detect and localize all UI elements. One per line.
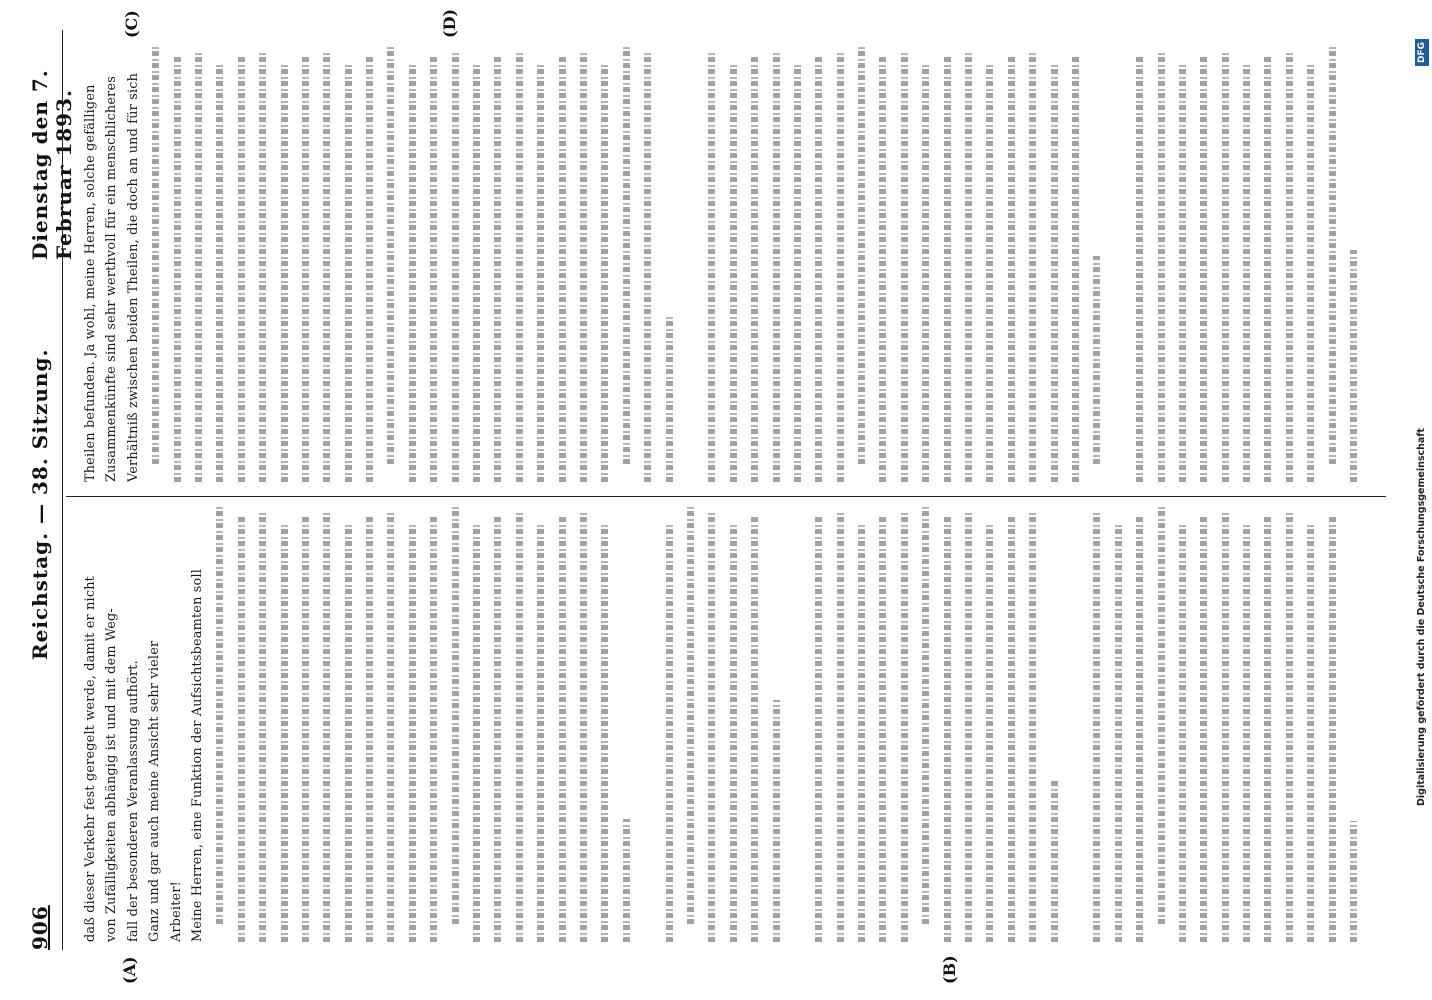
illegible-line [593, 46, 614, 482]
text-line: Arbeiter! [168, 881, 184, 942]
illegible-line [551, 46, 572, 482]
text-line: fall der besonderen Veranlassung aufhört. [125, 660, 141, 942]
paragraph-gap [786, 506, 807, 942]
page-number: 906 [28, 905, 52, 950]
illegible-line [743, 46, 764, 482]
illegible-line [1321, 506, 1342, 942]
illegible-line [1192, 506, 1213, 942]
illegible-line [1278, 46, 1299, 482]
text-line: Theilen befunden. Ja wohl, meine Herren, solche gefälligen [83, 84, 98, 482]
illegible-line [1085, 46, 1106, 482]
illegible-line [1043, 46, 1064, 482]
illegible-line [743, 506, 764, 942]
illegible-line [871, 506, 892, 942]
illegible-line [251, 506, 272, 942]
illegible-line [850, 506, 871, 942]
illegible-line [572, 46, 593, 482]
illegible-line [208, 46, 229, 482]
illegible-line [187, 46, 208, 482]
illegible-line [679, 506, 700, 942]
illegible-line [978, 46, 999, 482]
illegible-line [273, 46, 294, 482]
illegible-line [914, 46, 935, 482]
illegible-text-block [144, 46, 1363, 482]
illegible-line [850, 46, 871, 482]
illegible-line [1214, 506, 1235, 942]
illegible-line [1043, 506, 1064, 942]
right-text-column [80, 46, 1363, 482]
illegible-line [551, 506, 572, 942]
illegible-line [636, 46, 657, 482]
illegible-line [914, 506, 935, 942]
illegible-line [722, 46, 743, 482]
illegible-line [166, 46, 187, 482]
illegible-line [1299, 506, 1320, 942]
illegible-line [251, 46, 272, 482]
illegible-line [1128, 46, 1149, 482]
page-header [22, 20, 76, 960]
illegible-line [786, 46, 807, 482]
text-line: Meine Herren, eine Funktion der Aufsichtsbeamten soll [189, 568, 205, 942]
illegible-line [294, 506, 315, 942]
illegible-line [722, 506, 743, 942]
illegible-line [486, 46, 507, 482]
margin-marker-c: (C) [122, 10, 141, 38]
text-line: Zusammenkünfte sind sehr werthvoll für ein menschlicheres [104, 75, 120, 482]
margin-marker-b: (B) [940, 955, 959, 984]
illegible-line [936, 506, 957, 942]
illegible-line [1256, 46, 1277, 482]
dfg-logo: DFG [1415, 39, 1429, 66]
illegible-line [893, 506, 914, 942]
illegible-line [508, 506, 529, 942]
illegible-line [144, 46, 165, 482]
illegible-line [615, 506, 636, 942]
text-line: Verhältniß zwischen beiden Theilen, die doch an und für sich [125, 72, 141, 482]
illegible-line [1171, 46, 1192, 482]
illegible-line [315, 506, 336, 942]
illegible-line [315, 46, 336, 482]
column-divider [66, 496, 1386, 497]
illegible-line [358, 506, 379, 942]
illegible-line [1192, 46, 1213, 482]
illegible-text-block [208, 506, 1363, 942]
illegible-line [273, 506, 294, 942]
illegible-line [1107, 506, 1128, 942]
illegible-line [1021, 506, 1042, 942]
illegible-line [465, 506, 486, 942]
illegible-line [1256, 506, 1277, 942]
paragraph-gap [1107, 46, 1128, 482]
illegible-line [700, 46, 721, 482]
illegible-line [465, 46, 486, 482]
header-right-title: Dienstag den 7. Februar 1893. [28, 69, 76, 260]
margin-marker-d: (D) [440, 8, 459, 38]
paragraph-gap [1064, 506, 1085, 942]
illegible-line [829, 506, 850, 942]
illegible-line [230, 46, 251, 482]
illegible-line [230, 506, 251, 942]
illegible-line [337, 46, 358, 482]
illegible-line [379, 46, 400, 482]
illegible-line [1171, 506, 1192, 942]
illegible-line [1235, 506, 1256, 942]
illegible-line [1021, 46, 1042, 482]
illegible-line [1235, 46, 1256, 482]
illegible-line [294, 46, 315, 482]
illegible-line [807, 506, 828, 942]
illegible-line [1278, 506, 1299, 942]
illegible-line [529, 506, 550, 942]
illegible-line [1150, 46, 1171, 482]
illegible-line [422, 46, 443, 482]
illegible-line [1085, 506, 1106, 942]
illegible-line [401, 46, 422, 482]
illegible-line [444, 506, 465, 942]
illegible-line [1299, 46, 1320, 482]
illegible-line [401, 506, 422, 942]
paragraph-gap [679, 46, 700, 482]
illegible-line [658, 506, 679, 942]
illegible-line [1150, 506, 1171, 942]
text-line: daß dieser Verkehr fest geregelt werde, damit er nicht [83, 576, 98, 942]
illegible-line [829, 46, 850, 482]
illegible-line [700, 506, 721, 942]
paragraph-gap [636, 506, 657, 942]
illegible-line [957, 46, 978, 482]
margin-marker-a: (A) [120, 956, 139, 984]
illegible-line [208, 506, 229, 942]
digitization-credit [1414, 4, 1430, 996]
illegible-line [957, 506, 978, 942]
illegible-line [572, 506, 593, 942]
credit-text: Digitalisierung gefördert durch die Deutsche Forschungsgemeinschaft [1416, 428, 1427, 806]
illegible-line [337, 506, 358, 942]
header-divider [62, 30, 63, 950]
illegible-line [422, 506, 443, 942]
text-line: von Zufälligkeiten abhängig ist und mit dem Weg- [104, 608, 120, 942]
illegible-line [379, 506, 400, 942]
illegible-line [807, 46, 828, 482]
illegible-line [444, 46, 465, 482]
illegible-line [529, 46, 550, 482]
illegible-line [1064, 46, 1085, 482]
illegible-line [871, 46, 892, 482]
illegible-line [1128, 506, 1149, 942]
illegible-line [765, 46, 786, 482]
illegible-line [1000, 506, 1021, 942]
illegible-line [936, 46, 957, 482]
illegible-line [658, 46, 679, 482]
illegible-line [508, 46, 529, 482]
text-line: Ganz und gar auch meine Ansicht sehr vieler [147, 640, 163, 942]
illegible-line [1342, 506, 1363, 942]
illegible-line [486, 506, 507, 942]
header-left-title: Reichstag. — 38. Sitzung. [28, 348, 52, 660]
illegible-line [765, 506, 786, 942]
illegible-line [1321, 46, 1342, 482]
illegible-line [1214, 46, 1235, 482]
illegible-line [978, 506, 999, 942]
illegible-line [593, 506, 614, 942]
illegible-line [358, 46, 379, 482]
illegible-line [893, 46, 914, 482]
illegible-line [1342, 46, 1363, 482]
left-text-column [80, 506, 1363, 942]
illegible-line [1000, 46, 1021, 482]
illegible-line [615, 46, 636, 482]
